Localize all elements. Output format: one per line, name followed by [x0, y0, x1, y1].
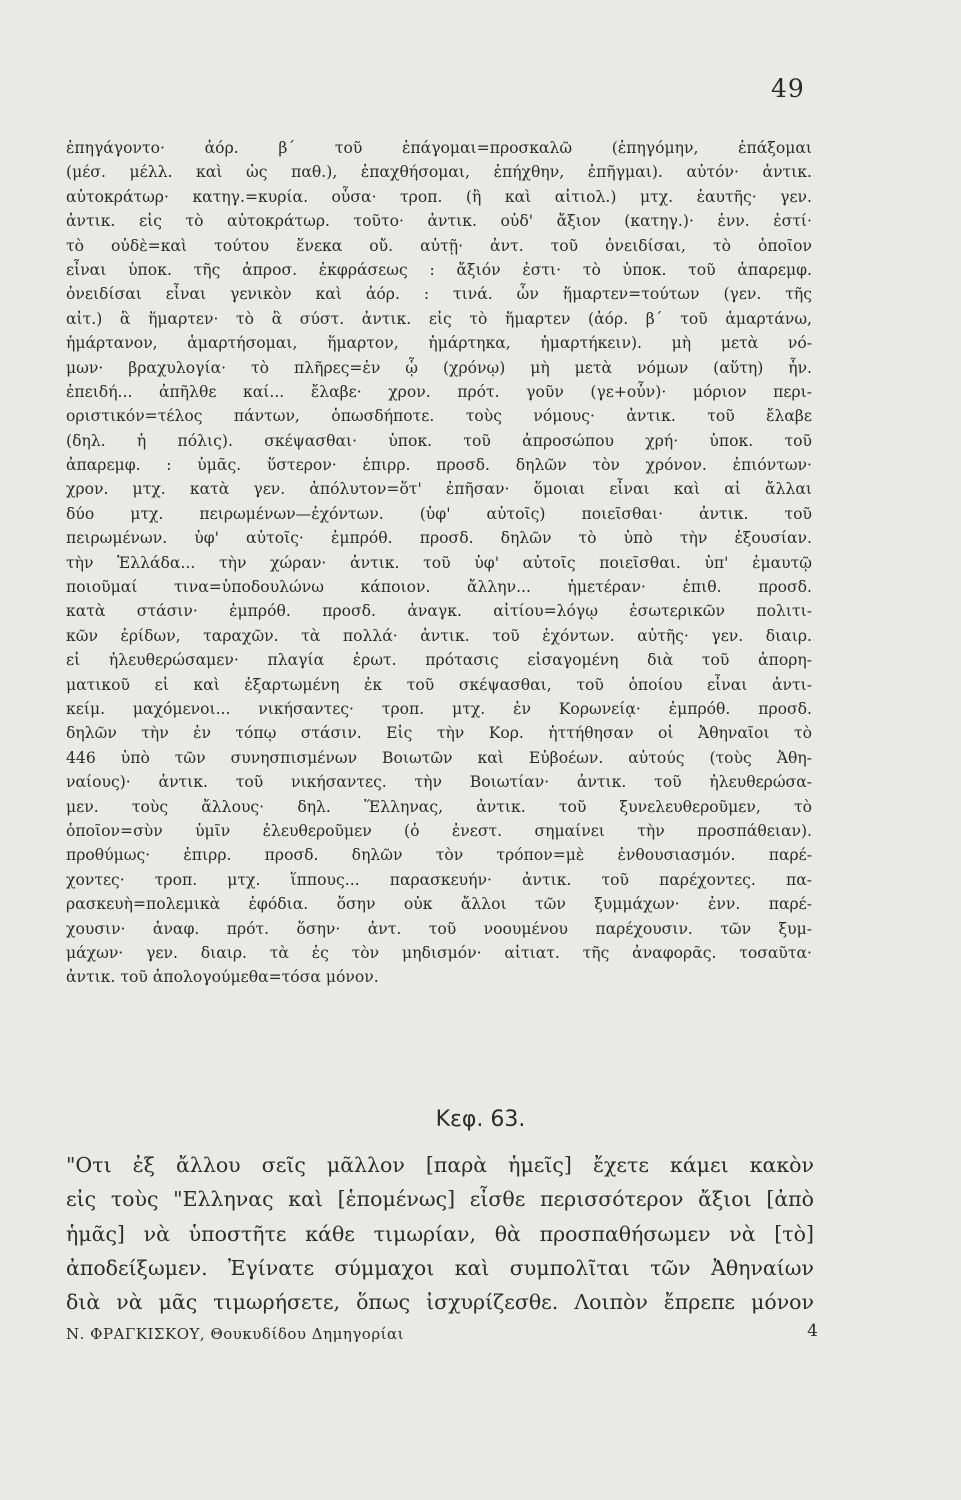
commentary-line: χρον. μτχ. κατὰ γεν. ἀπόλυτον=ὅτ' ἐπῆσαν· ὅμοιαι εἶναι καὶ αἱ ἄλλαι	[66, 480, 812, 499]
footer-author: Ν. ΦΡΑΓΚΙΣΚΟΥ, Θουκυδίδου Δημηγορίαι	[66, 1325, 405, 1343]
commentary-line: ὁποῖον=σὺν ὑμῖν ἐλευθεροῦμεν (ὁ ἐνεστ. σημαίνει τὴν προσπάθειαν).	[66, 821, 812, 840]
commentary-line: ἐπηγάγοντο· ἀόρ. β΄ τοῦ ἐπάγομαι=προσκαλῶ (ἐπηγόμην, ἐπάξομαι	[66, 139, 812, 157]
commentary-line: μάχων· γεν. διαιρ. τὰ ἐς τὸν μηδισμόν· αἰτιατ. τῆς ἀναφορᾶς. τοσαῦτα·	[66, 943, 812, 962]
commentary-line: μεν. τοὺς ἄλλους· δηλ. Ἕλληνας, ἀντικ. τοῦ ξυνελευθεροῦμεν, τὸ	[66, 797, 812, 816]
commentary-line: ἡμάρτανον, ἁμαρτήσομαι, ἥμαρτον, ἡμάρτηκα, ἡμαρτήκειν). μὴ μετὰ νό-	[66, 334, 812, 353]
commentary-line: τὴν Ἑλλάδα... τὴν χώραν· ἀντικ. τοῦ ὑφ' αὐτοῖς ποιεῖσθαι. ὑπ' ἐμαυτῷ	[66, 553, 812, 572]
commentary-line: ναίους)· ἀντικ. τοῦ νικήσαντες. τὴν Βοιωτίαν· ἀντικ. τοῦ ἠλευθερώσα-	[66, 773, 812, 792]
translation-text	[66, 1148, 814, 1319]
commentary-line: 446 ὑπὸ τῶν συνησπισμένων Βοιωτῶν καὶ Εὐβοέων. αὐτούς (τοὺς Ἀθη-	[66, 748, 812, 767]
commentary-line: ἀντικ. τοῦ ἀπολογούμεθα=τόσα μόνον.	[66, 968, 379, 987]
commentary-line: εἶναι ὑποκ. τῆς ἀπροσ. ἐκφράσεως : ἄξιόν ἐστι· τὸ ὑποκ. τοῦ ἀπαρεμφ.	[66, 260, 812, 279]
page-number: 49	[771, 74, 805, 103]
chapter-heading: Κεφ. 63.	[435, 1107, 526, 1132]
commentary-line: κῶν ἐρίδων, ταραχῶν. τὰ πολλά· ἀντικ. τοῦ ἐχόντων. αὐτῆς· γεν. διαιρ.	[66, 626, 812, 645]
commentary-line: αἰτ.) ἃ ἥμαρτεν· τὸ ἃ σύστ. ἀντικ. εἰς τὸ ἥμαρτεν (ἀόρ. β΄ τοῦ ἁμαρτάνω,	[66, 309, 812, 328]
commentary-line: ρασκευὴ=πολεμικὰ ἐφόδια. ὅσην οὐκ ἄλλοι τῶν ξυμμάχων· ἐνν. παρέ-	[66, 895, 812, 914]
translation-line: διὰ νὰ μᾶς τιμωρήσετε, ὅπως ἰσχυρίζεσθε. Λοιπὸν ἔπρεπε μόνον	[66, 1290, 814, 1315]
commentary-line: (μέσ. μέλλ. καὶ ὡς παθ.), ἐπαχθήσομαι, ἐπήχθην, ἐπῆγμαι). αὐτόν· ἀντικ.	[66, 163, 812, 182]
commentary-line: κείμ. μαχόμενοι... νικήσαντες· τροπ. μτχ. ἐν Κορωνείᾳ· ἐμπρόθ. προσδ.	[66, 699, 812, 718]
commentary-text	[66, 136, 812, 990]
commentary-line: προθύμως· ἐπιρρ. προσδ. δηλῶν τὸν τρόπον=μὲ ἐνθουσιασμόν. παρέ-	[66, 846, 812, 865]
commentary-line: (δηλ. ἡ πόλις). σκέψασθαι· ὑποκ. τοῦ ἀπροσώπου χρή· ὑποκ. τοῦ	[66, 431, 812, 450]
commentary-line: δύο μτχ. πειρωμένων—ἐχόντων. (ὑφ' αὐτοῖς) ποιεῖσθαι· ἀντικ. τοῦ	[66, 504, 812, 523]
translation-line: ἀποδείξωμεν. Ἐγίνατε σύμμαχοι καὶ συμπολῖται τῶν Ἀθηναίων	[66, 1255, 814, 1280]
commentary-line: τὸ οὐδὲ=καὶ τούτου ἕνεκα οὔ. αὐτῇ· ἀντ. τοῦ ὀνειδίσαι, τὸ ὁποῖον	[66, 236, 812, 255]
commentary-line: ὀνειδίσαι εἶναι γενικὸν καὶ ἀόρ. : τινά. ὧν ἥμαρτεν=τούτων (γεν. τῆς	[66, 285, 812, 304]
commentary-line: ποιοῦμαί τινα=ὑποδουλώνω κάποιον. ἄλλην... ἡμετέραν· ἐπιθ. προσδ.	[66, 578, 812, 597]
commentary-line: πειρωμένων. ὑφ' αὐτοῖς· ἐμπρόθ. προσδ. δηλῶν τὸ ὑπὸ τὴν ἐξουσίαν.	[66, 529, 812, 548]
commentary-line: ἐπειδή... ἀπῆλθε καί... ἔλαβε· χρον. πρότ. γοῦν (γε+οὖν)· μόριον περι-	[66, 382, 812, 401]
commentary-line: ἀπαρεμφ. : ὑμᾶς. ὕστερον· ἐπιρρ. προσδ. δηλῶν τὸν χρόνον. ἐπιόντων·	[66, 456, 812, 475]
translation-line: ἡμᾶς] νὰ ὑποστῆτε κάθε τιμωρίαν, θὰ προσπαθήσωμεν νὰ [τὸ]	[66, 1221, 814, 1246]
commentary-line: κατὰ στάσιν· ἐμπρόθ. προσδ. ἀναγκ. αἰτίου=λόγῳ ἐσωτερικῶν πολιτι-	[66, 602, 812, 621]
signature-mark: 4	[807, 1321, 818, 1341]
commentary-line: δηλῶν τὴν ἐν τόπῳ στάσιν. Εἰς τὴν Κορ. ἡττήθησαν οἱ Ἀθηναῖοι τὸ	[66, 724, 812, 743]
commentary-line: εἰ ἠλευθερώσαμεν· πλαγία ἐρωτ. πρότασις εἰσαγομένη διὰ τοῦ ἀπορη-	[66, 651, 812, 670]
commentary-line: χοντες· τροπ. μτχ. ἵππους... παρασκευήν· ἀντικ. τοῦ παρέχοντες. πα-	[66, 870, 812, 889]
commentary-line: μων· βραχυλογία· τὸ πλῆρες=ἐν ᾧ (χρόνῳ) μὴ μετὰ νόμων (αὕτη) ἦν.	[66, 358, 812, 377]
commentary-line: οριστικόν=τέλος πάντων, ὁπωσδήποτε. τοὺς νόμους· ἀντικ. τοῦ ἔλαβε	[66, 407, 812, 426]
commentary-line: ματικοῦ εἰ καὶ ἐξαρτωμένη ἐκ τοῦ σκέψασθαι, τοῦ ὁποίου εἶναι ἀντι-	[66, 675, 812, 694]
commentary-line: αὐτοκράτωρ· κατηγ.=κυρία. οὖσα· τροπ. (ἢ καὶ αἰτιολ.) μτχ. ἑαυτῆς· γεν.	[66, 187, 812, 206]
commentary-line: χουσιν· ἀναφ. πρότ. ὅσην· ἀντ. τοῦ νοουμένου παρέχουσιν. τῶν ξυμ-	[66, 919, 812, 938]
commentary-line: ἀντικ. εἰς τὸ αὐτοκράτωρ. τοῦτο· ἀντικ. οὐδ' ἄξιον (κατηγ.)· ἐνν. ἐστί·	[66, 212, 812, 231]
translation-line: εἰς τοὺς "Ελληνας καὶ [ἑπομένως] εἶσθε περισσότερον ἄξιοι [ἀπὸ	[66, 1187, 814, 1212]
translation-line: "Οτι ἐξ ἄλλου σεῖς μᾶλλον [παρὰ ἡμεῖς] ἔχετε κάμει κακὸν	[66, 1153, 814, 1177]
